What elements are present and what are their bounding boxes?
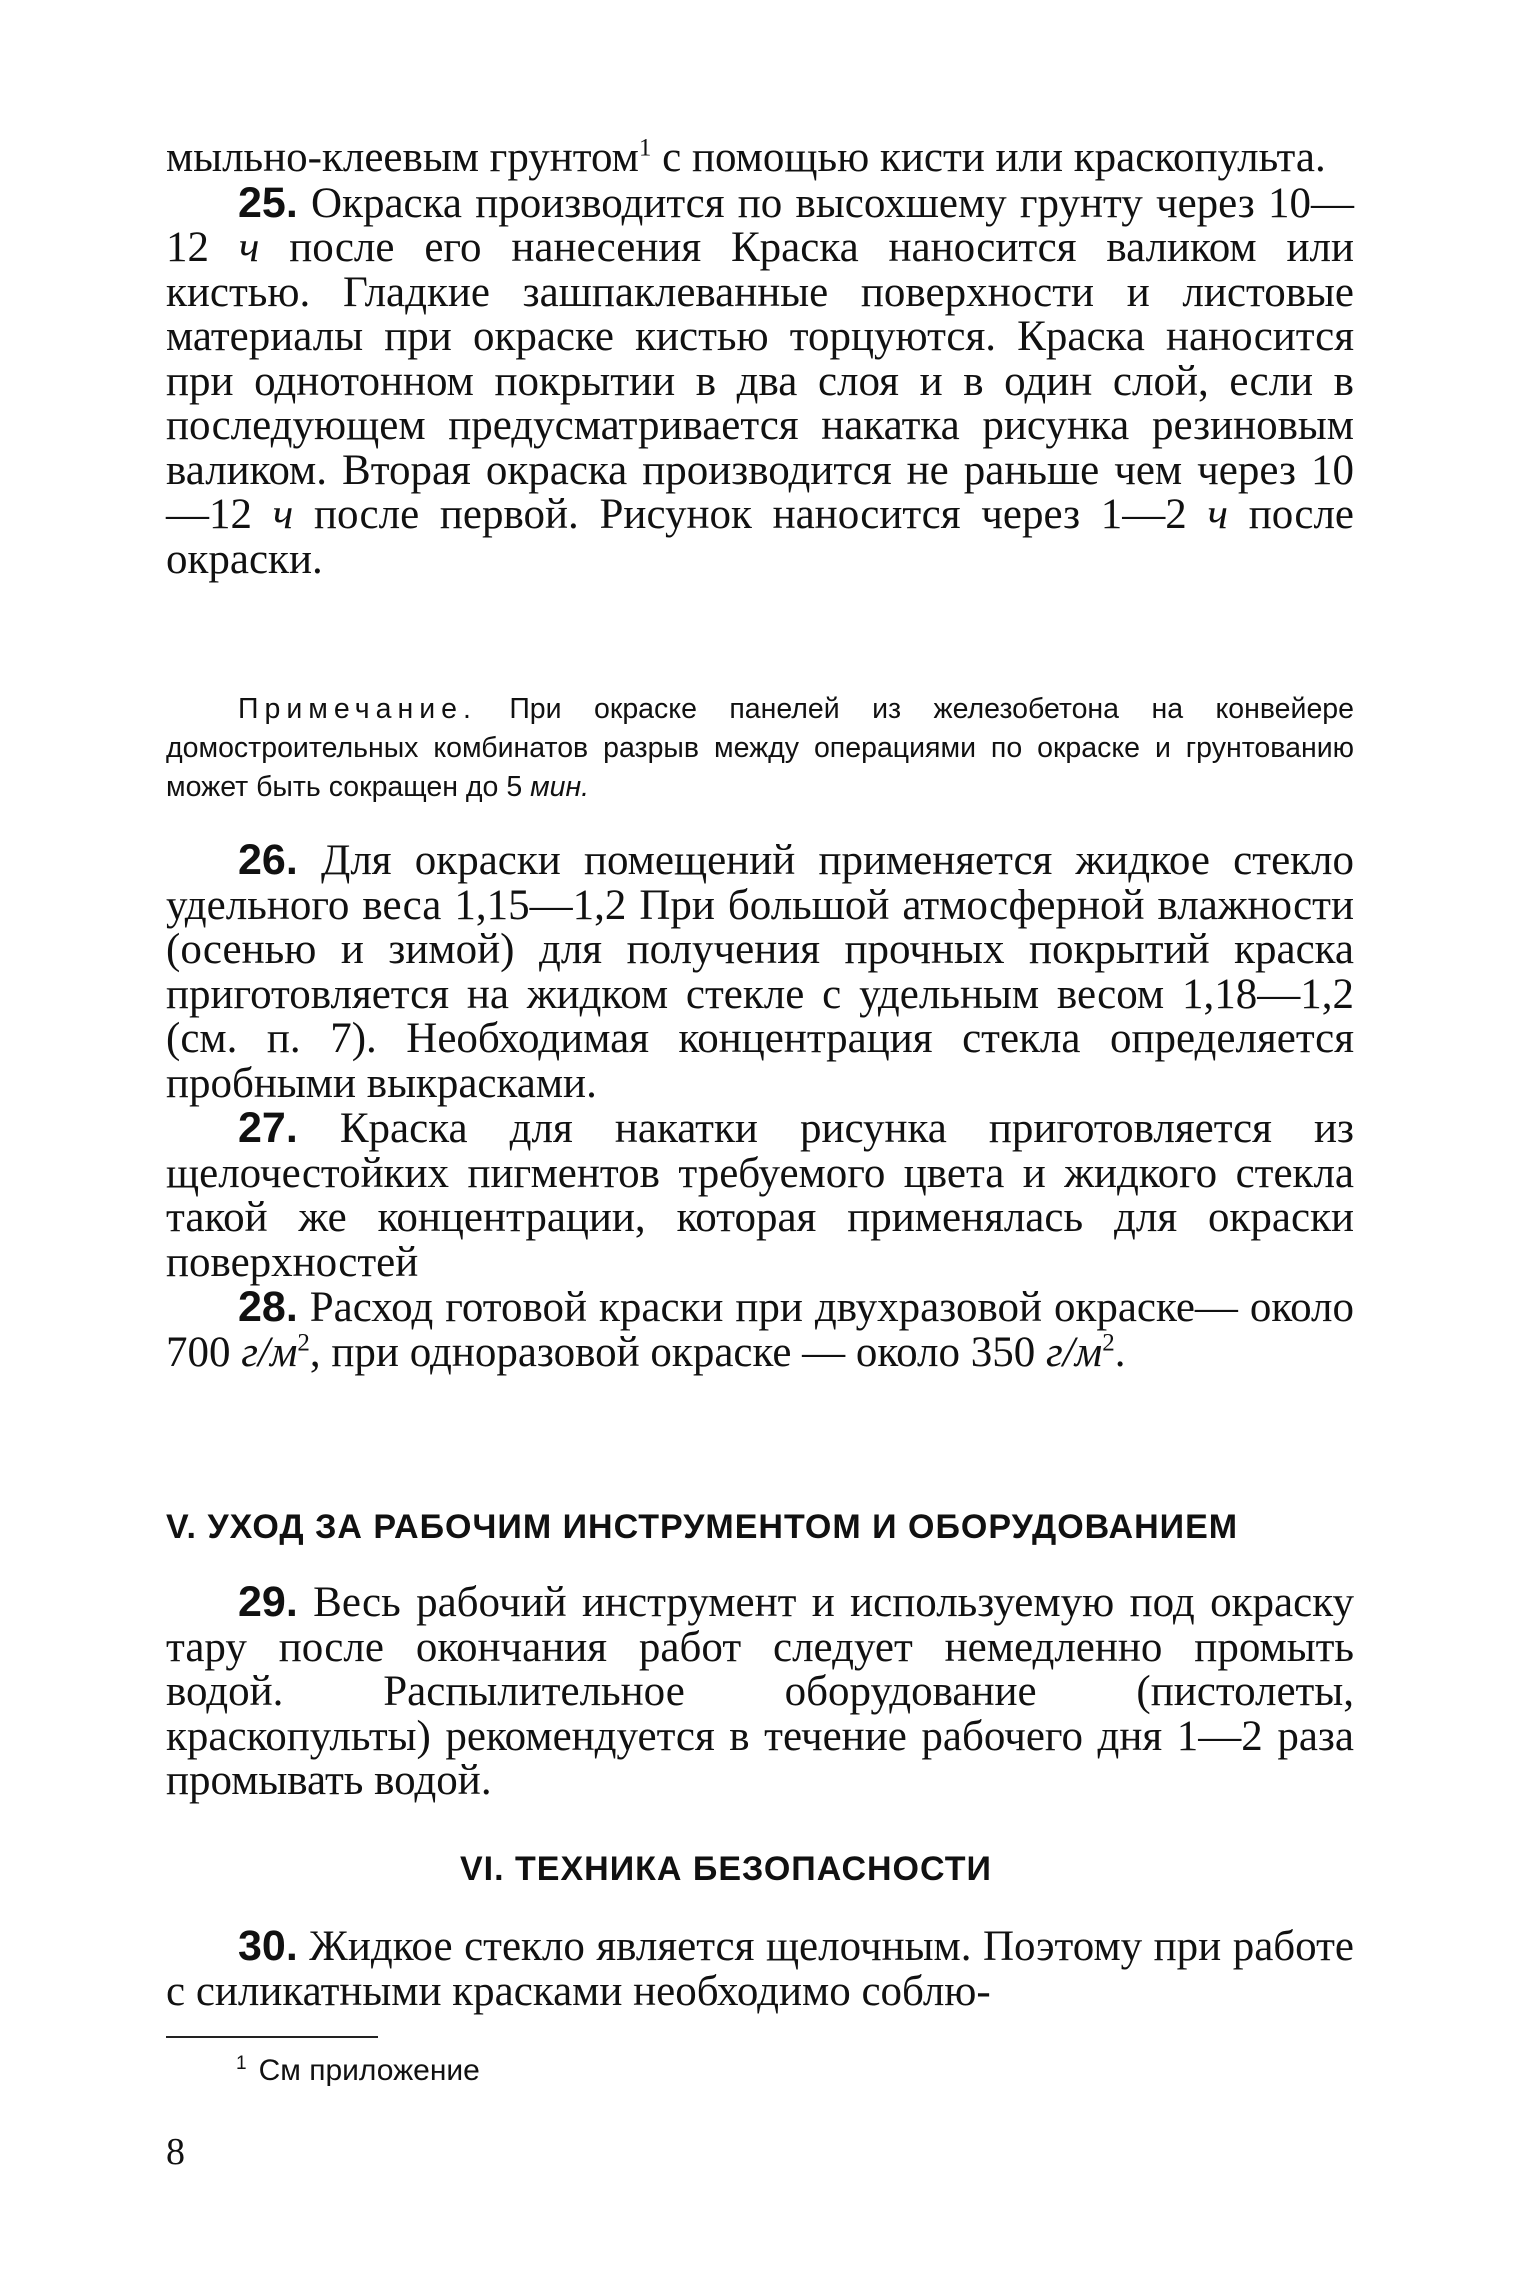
paragraph-continued: мыльно-клеевым грунтом$^1$ с помощью кисти или краскопульта.	[166, 134, 1326, 181]
footnote	[236, 2054, 480, 2088]
body-block-section-vi	[166, 1924, 1354, 2014]
paragraph-number: 26.	[238, 836, 298, 884]
page-number: 8	[166, 2131, 185, 2173]
body-block-middle	[166, 838, 1354, 1375]
paragraph-number: 29.	[238, 1578, 298, 1626]
paragraph-25: 25. Окраска производится по высохшему грунту через 10—12 ч после его нанесения Краска наносится валиком или кистью. Гладкие зашпаклеванные поверхности и листовые материалы при окраске кистью торцуются. Краска наносится при однотонном покрытии в два слоя и в один слой, если в последующем предусматривается накатка рисунка резиновым валиком. Вторая окраска производится не раньше чем через 10—12 ч после первой. Рисунок наносится через 1—2 ч после окраски.	[166, 178, 1355, 583]
note-paragraph: Примечание. При окраске панелей из железобетона на конвейере домостроительных комбинатов разрыв между операциями по окраске и грунтованию может быть сокращен до 5 мин.	[166, 693, 1354, 803]
paragraph-26: 26. Для окраски помещений применяется жидкое стекло удельного веса 1,15—1,2 При большой атмосферной влажности (осенью и зимой) для получения прочных покрытий краска приготовляется на жидком стекле с удельным весом 1,18—1,2 (см. п. 7). Необходимая концентрация стекла определяется пробными выкрасками.	[166, 836, 1354, 1107]
paragraph-28: 28. Расход готовой краски при двухразовой окраске— около 700 $г/м^2$, при одноразовой окраске — около 350 $г/м^2$.	[166, 1283, 1354, 1376]
paragraph-number: 27.	[238, 1104, 298, 1152]
footnote-divider	[166, 2036, 378, 2038]
note-label: Примечание.	[238, 693, 477, 725]
footnote-marker: 1	[638, 134, 652, 162]
section-heading-vi: VI. ТЕХНИКА БЕЗОПАСНОСТИ	[460, 1850, 992, 1888]
paragraph-number: 30.	[238, 1922, 298, 1970]
paragraph-number: 25.	[238, 178, 298, 227]
paragraph-29: 29. Весь рабочий инструмент и используемую под окраску тару после окончания работ следует немедленно промыть водой. Распылительное оборудование (пистолеты, краскопульты) рекомендуется в течение рабочего дня 1—2 раза промывать водой.	[166, 1578, 1354, 1804]
footnote-text: См приложение	[258, 2054, 480, 2087]
section-heading-v: V. УХОД ЗА РАБОЧИМ ИНСТРУМЕНТОМ И ОБОРУДОВАНИЕМ	[166, 1508, 1239, 1546]
body-block-top	[166, 136, 1354, 582]
paragraph-27: 27. Краска для накатки рисунка приготовляется из щелочестойких пигментов требуемого цвета и жидкого стекла такой же концентрации, которая применялась для окраски поверхностей	[166, 1104, 1354, 1286]
paragraph-30: 30. Жидкое стекло является щелочным. Поэтому при работе с силикатными красками необходимо соблю-	[166, 1922, 1354, 2015]
footnote-ref: 1	[236, 2053, 247, 2074]
paragraph-number: 28.	[238, 1283, 298, 1331]
note-block	[166, 690, 1354, 807]
body-block-section-v	[166, 1580, 1354, 1804]
